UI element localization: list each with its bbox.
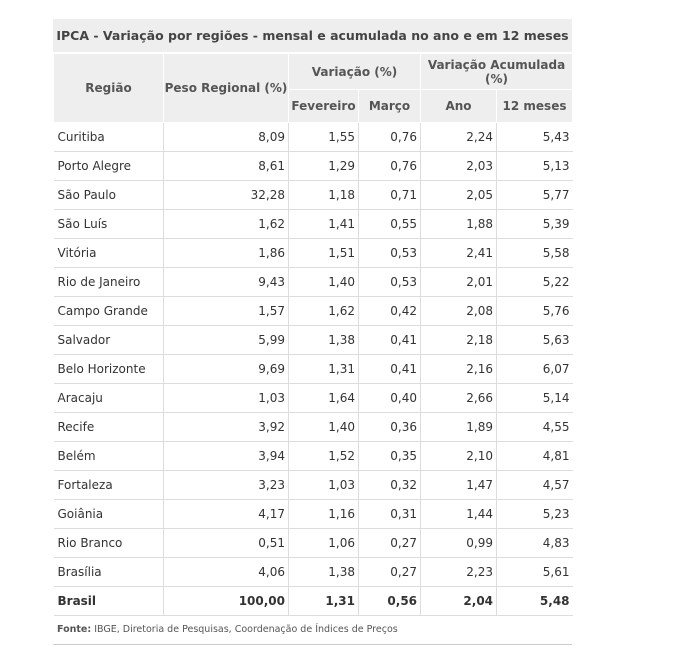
cell-12-meses: 4,55 <box>497 413 573 442</box>
cell-ano: 2,16 <box>421 355 497 384</box>
cell-peso: 5,99 <box>164 326 289 355</box>
total-fevereiro: 1,31 <box>289 587 359 616</box>
cell-12-meses: 5,63 <box>497 326 573 355</box>
cell-ano: 1,89 <box>421 413 497 442</box>
cell-peso: 4,17 <box>164 500 289 529</box>
total-12-meses: 5,48 <box>497 587 573 616</box>
cell-12-meses: 5,61 <box>497 558 573 587</box>
header-peso-regional: Peso Regional (%) <box>164 54 289 123</box>
cell-fevereiro: 1,40 <box>289 413 359 442</box>
cell-fevereiro: 1,38 <box>289 326 359 355</box>
ipca-table <box>53 53 573 616</box>
cell-regiao: Brasília <box>54 558 164 587</box>
cell-peso: 9,69 <box>164 355 289 384</box>
cell-12-meses: 4,57 <box>497 471 573 500</box>
cell-marco: 0,40 <box>359 384 421 413</box>
cell-fevereiro: 1,16 <box>289 500 359 529</box>
cell-marco: 0,41 <box>359 326 421 355</box>
table-row <box>54 239 573 268</box>
cell-regiao: Aracaju <box>54 384 164 413</box>
cell-fevereiro: 1,18 <box>289 181 359 210</box>
cell-12-meses: 4,81 <box>497 442 573 471</box>
cell-fevereiro: 1,06 <box>289 529 359 558</box>
cell-ano: 2,66 <box>421 384 497 413</box>
cell-regiao: São Luís <box>54 210 164 239</box>
cell-marco: 0,55 <box>359 210 421 239</box>
cell-fevereiro: 1,55 <box>289 123 359 152</box>
cell-12-meses: 6,07 <box>497 355 573 384</box>
cell-12-meses: 5,23 <box>497 500 573 529</box>
header-12-meses: 12 meses <box>497 90 573 123</box>
table-title: IPCA - Variação por regiões - mensal e acumulada no ano e em 12 meses <box>53 19 572 53</box>
header-variacao-acumulada: Variação Acumulada (%) <box>421 54 573 90</box>
cell-marco: 0,36 <box>359 413 421 442</box>
cell-regiao: Rio de Janeiro <box>54 268 164 297</box>
cell-ano: 2,03 <box>421 152 497 181</box>
cell-fevereiro: 1,51 <box>289 239 359 268</box>
cell-fevereiro: 1,38 <box>289 558 359 587</box>
cell-regiao: Rio Branco <box>54 529 164 558</box>
cell-marco: 0,27 <box>359 529 421 558</box>
source-text: IBGE, Diretoria de Pesquisas, Coordenação de Índices de Preços <box>91 624 398 635</box>
cell-marco: 0,32 <box>359 471 421 500</box>
table-row <box>54 152 573 181</box>
cell-marco: 0,53 <box>359 268 421 297</box>
table-total-row <box>54 587 573 616</box>
cell-regiao: Vitória <box>54 239 164 268</box>
cell-regiao: Recife <box>54 413 164 442</box>
cell-12-meses: 5,14 <box>497 384 573 413</box>
table-row <box>54 268 573 297</box>
header-variacao: Variação (%) <box>289 54 421 90</box>
cell-ano: 1,44 <box>421 500 497 529</box>
table-row <box>54 123 573 152</box>
cell-ano: 1,47 <box>421 471 497 500</box>
cell-regiao: Porto Alegre <box>54 152 164 181</box>
cell-regiao: Curitiba <box>54 123 164 152</box>
cell-peso: 1,57 <box>164 297 289 326</box>
cell-12-meses: 4,83 <box>497 529 573 558</box>
cell-marco: 0,35 <box>359 442 421 471</box>
cell-12-meses: 5,76 <box>497 297 573 326</box>
cell-ano: 2,24 <box>421 123 497 152</box>
table-row <box>54 529 573 558</box>
header-fevereiro: Fevereiro <box>289 90 359 123</box>
cell-marco: 0,53 <box>359 239 421 268</box>
table-row <box>54 384 573 413</box>
table-row <box>54 297 573 326</box>
total-peso: 100,00 <box>164 587 289 616</box>
cell-peso: 8,61 <box>164 152 289 181</box>
source-note <box>53 616 572 645</box>
cell-ano: 1,88 <box>421 210 497 239</box>
cell-12-meses: 5,22 <box>497 268 573 297</box>
cell-12-meses: 5,58 <box>497 239 573 268</box>
cell-peso: 3,94 <box>164 442 289 471</box>
cell-peso: 4,06 <box>164 558 289 587</box>
cell-ano: 2,05 <box>421 181 497 210</box>
table-row <box>54 210 573 239</box>
ipca-table-container <box>53 19 572 645</box>
table-row <box>54 326 573 355</box>
cell-fevereiro: 1,62 <box>289 297 359 326</box>
cell-peso: 8,09 <box>164 123 289 152</box>
header-marco: Março <box>359 90 421 123</box>
source-label: Fonte: <box>57 624 92 635</box>
table-row <box>54 500 573 529</box>
cell-ano: 2,41 <box>421 239 497 268</box>
cell-marco: 0,76 <box>359 123 421 152</box>
cell-ano: 0,99 <box>421 529 497 558</box>
cell-ano: 2,10 <box>421 442 497 471</box>
cell-marco: 0,27 <box>359 558 421 587</box>
cell-peso: 0,51 <box>164 529 289 558</box>
total-regiao: Brasil <box>54 587 164 616</box>
total-marco: 0,56 <box>359 587 421 616</box>
cell-regiao: Belém <box>54 442 164 471</box>
cell-peso: 3,23 <box>164 471 289 500</box>
cell-regiao: Campo Grande <box>54 297 164 326</box>
cell-regiao: São Paulo <box>54 181 164 210</box>
cell-fevereiro: 1,31 <box>289 355 359 384</box>
cell-regiao: Belo Horizonte <box>54 355 164 384</box>
cell-peso: 1,62 <box>164 210 289 239</box>
cell-peso: 1,86 <box>164 239 289 268</box>
cell-ano: 2,01 <box>421 268 497 297</box>
cell-regiao: Salvador <box>54 326 164 355</box>
cell-marco: 0,71 <box>359 181 421 210</box>
cell-ano: 2,23 <box>421 558 497 587</box>
cell-fevereiro: 1,41 <box>289 210 359 239</box>
table-row <box>54 558 573 587</box>
cell-ano: 2,18 <box>421 326 497 355</box>
header-regiao: Região <box>54 54 164 123</box>
cell-marco: 0,31 <box>359 500 421 529</box>
cell-fevereiro: 1,40 <box>289 268 359 297</box>
total-ano: 2,04 <box>421 587 497 616</box>
cell-ano: 2,08 <box>421 297 497 326</box>
cell-fevereiro: 1,52 <box>289 442 359 471</box>
table-row <box>54 442 573 471</box>
cell-regiao: Goiânia <box>54 500 164 529</box>
cell-12-meses: 5,39 <box>497 210 573 239</box>
table-row <box>54 471 573 500</box>
cell-12-meses: 5,13 <box>497 152 573 181</box>
cell-peso: 32,28 <box>164 181 289 210</box>
table-row <box>54 181 573 210</box>
table-row <box>54 413 573 442</box>
cell-marco: 0,76 <box>359 152 421 181</box>
header-ano: Ano <box>421 90 497 123</box>
table-body <box>54 123 573 616</box>
cell-peso: 1,03 <box>164 384 289 413</box>
cell-fevereiro: 1,29 <box>289 152 359 181</box>
cell-regiao: Fortaleza <box>54 471 164 500</box>
table-row <box>54 355 573 384</box>
cell-marco: 0,41 <box>359 355 421 384</box>
cell-peso: 3,92 <box>164 413 289 442</box>
cell-12-meses: 5,43 <box>497 123 573 152</box>
cell-fevereiro: 1,03 <box>289 471 359 500</box>
cell-peso: 9,43 <box>164 268 289 297</box>
cell-marco: 0,42 <box>359 297 421 326</box>
cell-fevereiro: 1,64 <box>289 384 359 413</box>
cell-12-meses: 5,77 <box>497 181 573 210</box>
table-header <box>54 54 573 123</box>
